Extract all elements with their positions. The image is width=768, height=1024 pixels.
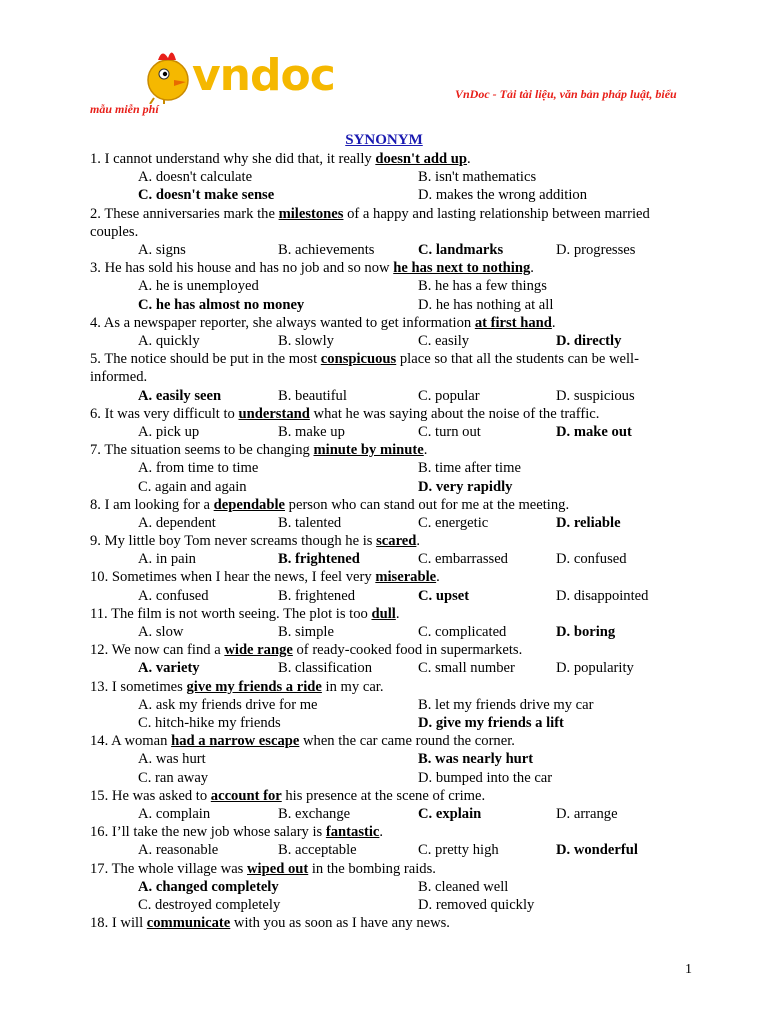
question-number: 4. [90, 314, 101, 331]
answer-option: C. hitch-hike my friends [138, 715, 281, 732]
answer-option-correct: D. reliable [556, 514, 621, 531]
question-suffix: person who can stand out for me at the meeting. [285, 496, 570, 513]
question-suffix: what he was saying about the noise of the traffic. [309, 405, 600, 422]
answer-option: B. isn't mathematics [418, 169, 537, 186]
question-text [90, 914, 690, 932]
question-prefix: I will [111, 915, 147, 932]
answer-option: C. turn out [418, 423, 481, 440]
question-number: 8. [90, 496, 101, 513]
logo-wordmark: vndoc [192, 50, 335, 101]
question-number: 2. [90, 205, 101, 222]
question-suffix: . [467, 151, 471, 167]
question-keyword: dependable [213, 496, 286, 513]
answer-options-row [90, 896, 690, 914]
page-title: SYNONYM [345, 132, 423, 148]
answer-options-row [90, 387, 690, 405]
question-text [90, 205, 690, 241]
question-prefix: These anniversaries mark the [104, 205, 279, 222]
question-keyword: wiped out [247, 860, 309, 877]
question-prefix: Sometimes when I hear the news, I feel very [111, 569, 376, 586]
question-text [90, 350, 690, 386]
question-suffix: . [551, 314, 556, 331]
header-tagline-continued: mẫu miễn phí [90, 102, 159, 116]
answer-option: D. disappointed [556, 587, 649, 604]
question-text [90, 441, 690, 459]
answer-option-correct: D. make out [556, 423, 632, 440]
answer-option: B. make up [278, 423, 345, 440]
answer-option: A. dependent [138, 514, 216, 531]
answer-option-correct: C. landmarks [418, 241, 504, 258]
question-number: 16. [90, 824, 109, 841]
answer-option: D. arrange [556, 806, 618, 823]
question-prefix: The notice should be put in the most [104, 351, 321, 368]
question-number: 15. [90, 787, 109, 804]
question-keyword: milestones [278, 205, 344, 222]
question-keyword: dull [371, 605, 396, 622]
answer-option: C. complicated [418, 624, 507, 641]
question-text [90, 496, 690, 514]
question-suffix: of ready-cooked food in supermarkets. [292, 642, 523, 659]
vndoc-logo [140, 42, 360, 104]
question-text [90, 732, 690, 750]
answer-option-correct: A. variety [138, 660, 200, 677]
answer-option: A. from time to time [138, 460, 259, 477]
question-number: 9. [90, 533, 101, 550]
header-tagline: VnDoc - Tải tài liệu, văn bản pháp luật, biểu [455, 87, 677, 101]
question-prefix: I cannot understand why she did that, it really [104, 151, 376, 167]
answer-options-row [90, 623, 690, 641]
answer-options-row [90, 587, 690, 605]
answer-option: C. popular [418, 387, 480, 404]
answer-options-row [90, 878, 690, 896]
question-number: 3. [90, 260, 101, 277]
question-prefix: I sometimes [111, 678, 187, 695]
question-suffix: his presence at the scene of crime. [281, 787, 486, 804]
question-keyword: fantastic [325, 824, 380, 841]
question-keyword: scared [376, 533, 417, 550]
answer-option: B. cleaned well [418, 878, 509, 895]
answer-option-correct: D. very rapidly [418, 478, 513, 495]
answer-options-row [90, 241, 690, 259]
answer-option-correct: D. wonderful [556, 842, 638, 859]
answer-option: C. easily [418, 332, 470, 349]
question-text [90, 259, 690, 277]
question-text [90, 860, 690, 878]
question-keyword: doesn't add up [375, 151, 468, 167]
question-prefix: I am looking for a [104, 496, 214, 513]
answer-option: B. simple [278, 624, 334, 641]
answer-option-correct: D. give my friends a lift [418, 715, 564, 732]
answer-option-correct: C. doesn't make sense [138, 187, 275, 204]
question-keyword: communicate [146, 915, 231, 932]
question-prefix: It was very difficult to [104, 405, 239, 422]
answer-option: A. in pain [138, 551, 196, 568]
answer-option: B. he has a few things [418, 278, 547, 295]
answer-option: D. popularity [556, 660, 634, 677]
answer-options-row [90, 277, 690, 295]
question-text [90, 678, 690, 696]
question-text [90, 314, 690, 332]
question-number: 18. [90, 915, 109, 932]
answer-options-row [90, 168, 690, 186]
question-suffix: . [530, 260, 534, 277]
question-keyword: at first hand [474, 314, 552, 331]
answer-options-row [90, 696, 690, 714]
question-number: 14. [90, 733, 109, 750]
answer-options-row [90, 459, 690, 477]
answer-option: C. small number [418, 660, 515, 677]
answer-option: B. slowly [278, 332, 334, 349]
answer-option-correct: B. frightened [278, 551, 360, 568]
answer-option: A. ask my friends drive for me [138, 696, 318, 713]
answer-option: A. complain [138, 806, 211, 823]
question-suffix: . [395, 605, 400, 622]
question-suffix: with you as soon as I have any news. [230, 915, 450, 932]
question-prefix: A woman [111, 733, 172, 750]
question-text [90, 641, 690, 659]
answer-option: B. talented [278, 514, 342, 531]
question-list [90, 150, 690, 932]
answer-option: D. makes the wrong addition [418, 187, 588, 204]
answer-option: C. embarrassed [418, 551, 508, 568]
answer-options-row [90, 841, 690, 859]
question-prefix: The whole village was [111, 860, 247, 877]
answer-option: B. achievements [278, 241, 375, 258]
question-prefix: I’ll take the new job whose salary is [111, 824, 326, 841]
question-prefix: He was asked to [111, 787, 211, 804]
question-number: 13. [90, 678, 109, 695]
answer-option: A. reasonable [138, 842, 219, 859]
answer-options-row [90, 423, 690, 441]
question-prefix: We now can find a [111, 642, 225, 659]
answer-option: A. was hurt [138, 751, 206, 768]
answer-option: D. confused [556, 551, 627, 568]
question-prefix: The film is not worth seeing. The plot is too [111, 605, 372, 622]
question-suffix: . [416, 533, 421, 550]
answer-options-row [90, 750, 690, 768]
answer-option: A. he is unemployed [138, 278, 259, 295]
answer-option: C. pretty high [418, 842, 499, 859]
question-keyword: wide range [224, 642, 293, 659]
answer-option: A. quickly [138, 332, 200, 349]
question-suffix: place so that all the students can be well-informed. [90, 351, 639, 386]
question-number: 10. [90, 569, 109, 586]
question-suffix: when the car came round the corner. [299, 733, 515, 750]
question-prefix: My little boy Tom never screams though he is [104, 533, 377, 550]
question-text [90, 405, 690, 423]
answer-option-correct: C. upset [418, 587, 470, 604]
answer-option-correct: C. he has almost no money [138, 296, 305, 313]
question-keyword: miserable [375, 569, 437, 586]
answer-option-correct: A. changed completely [138, 878, 279, 895]
question-text [90, 823, 690, 841]
question-number: 6. [90, 405, 101, 422]
question-suffix: . [379, 824, 384, 841]
answer-option: A. pick up [138, 423, 200, 440]
question-text [90, 150, 690, 168]
answer-options-row [90, 478, 690, 496]
answer-options-row [90, 659, 690, 677]
answer-option: B. frightened [278, 587, 356, 604]
question-suffix: . [423, 442, 428, 459]
answer-options-row [90, 714, 690, 732]
question-number: 7. [90, 442, 101, 459]
answer-option: D. bumped into the car [418, 769, 553, 786]
answer-option: C. again and again [138, 478, 247, 495]
answer-options-row [90, 550, 690, 568]
question-keyword: he has next to nothing [393, 260, 531, 277]
page-number: 1 [685, 962, 692, 977]
answer-option: A. confused [138, 587, 209, 604]
answer-option-correct: B. was nearly hurt [418, 751, 534, 768]
question-suffix: of a happy and lasting relationship between married couples. [90, 205, 650, 240]
question-prefix: As a newspaper reporter, she always wanted to get information [103, 314, 475, 331]
answer-options-row [90, 332, 690, 350]
answer-options-row [90, 514, 690, 532]
question-text [90, 605, 690, 623]
answer-option: B. let my friends drive my car [418, 696, 594, 713]
question-text [90, 532, 690, 550]
question-text [90, 568, 690, 586]
question-prefix: The situation seems to be changing [104, 442, 314, 459]
question-suffix: . [436, 569, 440, 586]
answer-option: B. time after time [418, 460, 521, 477]
chicken-mascot-icon [148, 52, 188, 104]
answer-option: C. destroyed completely [138, 896, 281, 913]
answer-option-correct: C. explain [418, 806, 482, 823]
question-keyword: minute by minute [313, 442, 424, 459]
answer-options-row [90, 805, 690, 823]
question-text [90, 787, 690, 805]
answer-options-row [90, 186, 690, 204]
answer-option: A. doesn't calculate [138, 169, 253, 186]
answer-option: B. classification [278, 660, 373, 677]
question-number: 12. [90, 642, 109, 659]
question-keyword: understand [238, 405, 310, 422]
question-keyword: account for [210, 787, 282, 804]
answer-option-correct: D. directly [556, 332, 622, 349]
question-number: 11. [90, 605, 108, 622]
answer-option: A. signs [138, 241, 186, 258]
answer-option: B. acceptable [278, 842, 357, 859]
answer-option: D. removed quickly [418, 896, 535, 913]
answer-option: D. suspicious [556, 387, 635, 404]
question-keyword: conspicuous [320, 351, 397, 368]
question-keyword: had a narrow escape [171, 733, 300, 750]
answer-option: B. beautiful [278, 387, 347, 404]
question-number: 1. [90, 151, 101, 167]
answer-option: A. slow [138, 624, 184, 641]
answer-option: D. he has nothing at all [418, 296, 554, 313]
answer-option: C. ran away [138, 769, 209, 786]
answer-option: C. energetic [418, 514, 489, 531]
answer-option-correct: D. boring [556, 624, 616, 641]
question-prefix: He has sold his house and has no job and so now [104, 260, 394, 277]
question-number: 17. [90, 860, 109, 877]
question-keyword: give my friends a ride [186, 678, 322, 695]
question-suffix: in my car. [321, 678, 384, 695]
answer-option: B. exchange [278, 806, 351, 823]
answer-options-row [90, 769, 690, 787]
question-suffix: in the bombing raids. [308, 860, 436, 877]
question-number: 5. [90, 351, 101, 368]
answer-option: D. progresses [556, 241, 636, 258]
answer-options-row [90, 296, 690, 314]
answer-option-correct: A. easily seen [138, 387, 222, 404]
